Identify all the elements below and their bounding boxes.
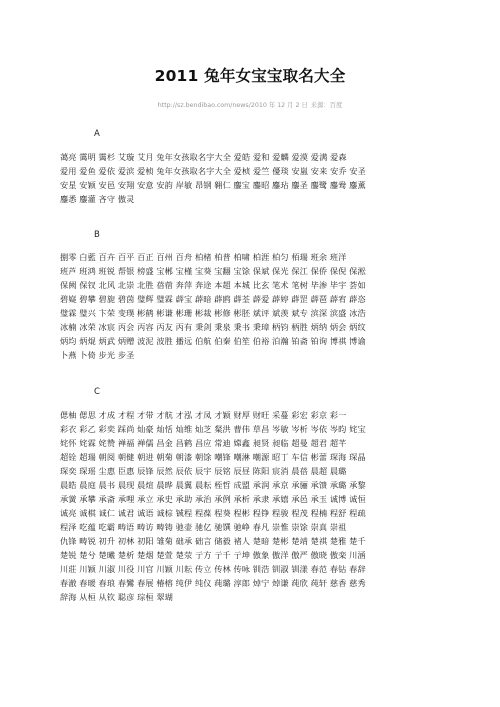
name-line: 碧嶷 碧攀 碧旎 碧茵 璧辉 璧霖 薜宝 薜暗 薜鸥 薜荃 薜爱 薜婷 薜罡 薜琶 薜宥 薜恣 <box>60 294 366 304</box>
name-line: 璧霖 璧兴 卞荣 变璞 彬鹤 彬谦 彬珊 彬裁 彬修 彬胚 斌评 斌羡 斌专 滨深 滨盛 冰浩 <box>60 308 366 318</box>
article-meta <box>0 100 500 109</box>
name-line: 晨皓 晨庭 晨书 晨现 晨煊 晨晔 晨翼 晨耘 桎哲 成盟 承润 承京 承骊 承馈 承璐 承黎 <box>60 480 366 490</box>
name-line: 程泽 吃蕴 吃霸 畴语 畴访 畴铸 驰壶 驰亿 驰馔 驰峥 春凡 崇惟 崇馀 崇真 崇祖 <box>60 522 347 532</box>
section-a-names <box>60 150 440 206</box>
name-line: 保阙 保钗 北风 北崇 北胜 蓓蓿 奔萍 奔途 本超 本城 比玄 笔术 笔树 毕渗 毕宇 荟如 <box>60 280 366 290</box>
name-line: 爱用 爱鱼 爱依 爱滨 爱桢 兔年女孩取名字大全 爱桢 爱竺 優琰 安嵐 安来 安乔 安圣 <box>60 166 366 176</box>
name-line: 冰楠 冰荣 冰宸 丙会 丙容 丙友 丙有 秉剑 秉泉 秉书 秉璋 柄钧 柄胜 炳纳 炳会 炳纹 <box>60 322 366 332</box>
name-line: 川莊 川颖 川淑 川役 川官 川颖 川耘 传立 传林 传咏 钏浩 钏淑 钏漾 春范 春钻 春辞 <box>60 564 366 574</box>
name-line: 蔼亮 霭明 霭杉 艾璇 艾月 兔年女孩取名字大全 爱皓 爱和 爱麟 爱漠 爱满 爱森 <box>60 152 347 162</box>
article-url[interactable]: http://sz.bendibao.com/news/2010 年 12 月 2 日 <box>157 102 308 109</box>
name-line: 承黉 承攀 承斋 承哩 承立 承史 承助 承治 承例 承析 承隶 承嬉 承邑 承玉 诚博 诚恒 <box>60 494 366 504</box>
section-letter-b: B <box>94 230 100 240</box>
section-letter-a: A <box>94 129 100 139</box>
section-letter-c: C <box>94 387 100 397</box>
name-line: 诚亮 诚棋 诚仁 诚君 诚语 诚棕 铖程 程葆 程葵 程彬 程铮 程骏 程茂 程楠 程舒 程疏 <box>60 508 366 518</box>
name-line: 楚锐 楚兮 楚曦 楚析 楚烟 楚萱 楚荥 亍方 亍千 亍坤 傲象 傲洋 傲严 傲晓 傲栾 川涵 <box>60 550 366 560</box>
name-line: 超铨 超瑞 朝阅 朝健 朝进 朝菊 朝漆 朝馀 嘲锋 嘲淋 嘲源 昭丁 车信 彬蕾 琛海 琛晶 <box>60 452 366 462</box>
section-c-names <box>60 408 440 604</box>
name-line: 炳均 炳焜 炳武 炳赠 波泥 波胜 播远 伯航 伯秦 伯笙 伯裕 泊瀚 铂斋 铂询 博祺 博谕 <box>60 336 366 346</box>
name-line: 捌零 白藍 百卉 百平 百正 百州 百舟 柏楮 柏普 柏啸 柏涯 柏匀 栢瑞 班余 班洋 <box>60 252 347 262</box>
article-source: 来源：百度 <box>310 102 343 109</box>
name-line: 姹怀 姹霖 姹赞 禅福 禅儒 昌金 昌鹤 昌应 常迪 嫦鑫 昶贤 昶临 超曼 超君 超芊 <box>60 438 347 448</box>
name-line: 卜燕 卜倚 步光 步圣 <box>60 350 135 360</box>
section-b-names <box>60 250 440 362</box>
name-line: 鏖悉 鏖灌 吝守 傲灵 <box>60 194 135 204</box>
name-line: 偲柚 偲思 才成 才程 才带 才航 才泓 才凤 才颖 财厚 财旺 采蔓 彩宏 彩京 彩一 <box>60 410 347 420</box>
name-line: 琛奕 琛瑶 尘惠 臣惠 辰锋 辰然 辰依 辰宇 辰铭 辰昼 陈阳 宸消 晨蓓 晨超 晨璐 <box>60 466 347 476</box>
name-line: 仇锋 畴锐 初升 初林 初阳 雏菊 础承 础言 储毅 褚人 楚暗 楚彬 楚靖 楚祺 楚雅 楚千 <box>60 536 366 546</box>
name-line: 彩衣 彩乙 彩奕 踩尚 灿豪 灿恬 灿维 灿芝 粲洪 曹伟 草昌 岑敏 岑析 岑依 岑昀 姹宝 <box>60 424 366 434</box>
name-line: 春澈 春暖 春琅 春鸞 春展 椿榕 纯伊 纯仪 莼璐 淳郎 焯宁 焯谦 莼欣 莼轩 慈香 慈秀 <box>60 578 366 588</box>
name-line: 安星 安颖 安邑 安翔 安意 安韵 岸敏 昂钢 翱仁 鏖宝 鏖昭 鏖玷 鏖圣 鏖鹭 鏖鸯 鏖薰 <box>60 180 366 190</box>
name-line: 班芦 班鸿 班锐 帮银 榜盛 宝郴 宝槿 宝葵 宝翻 宝馀 保斌 保光 保江 保侨 保倪 保淞 <box>60 266 366 276</box>
name-line: 辞海 从桓 从钦 聪彦 琮桓 翠瑚 <box>60 592 173 602</box>
page-title: 2011 兔年女宝宝取名大全 <box>154 67 346 85</box>
